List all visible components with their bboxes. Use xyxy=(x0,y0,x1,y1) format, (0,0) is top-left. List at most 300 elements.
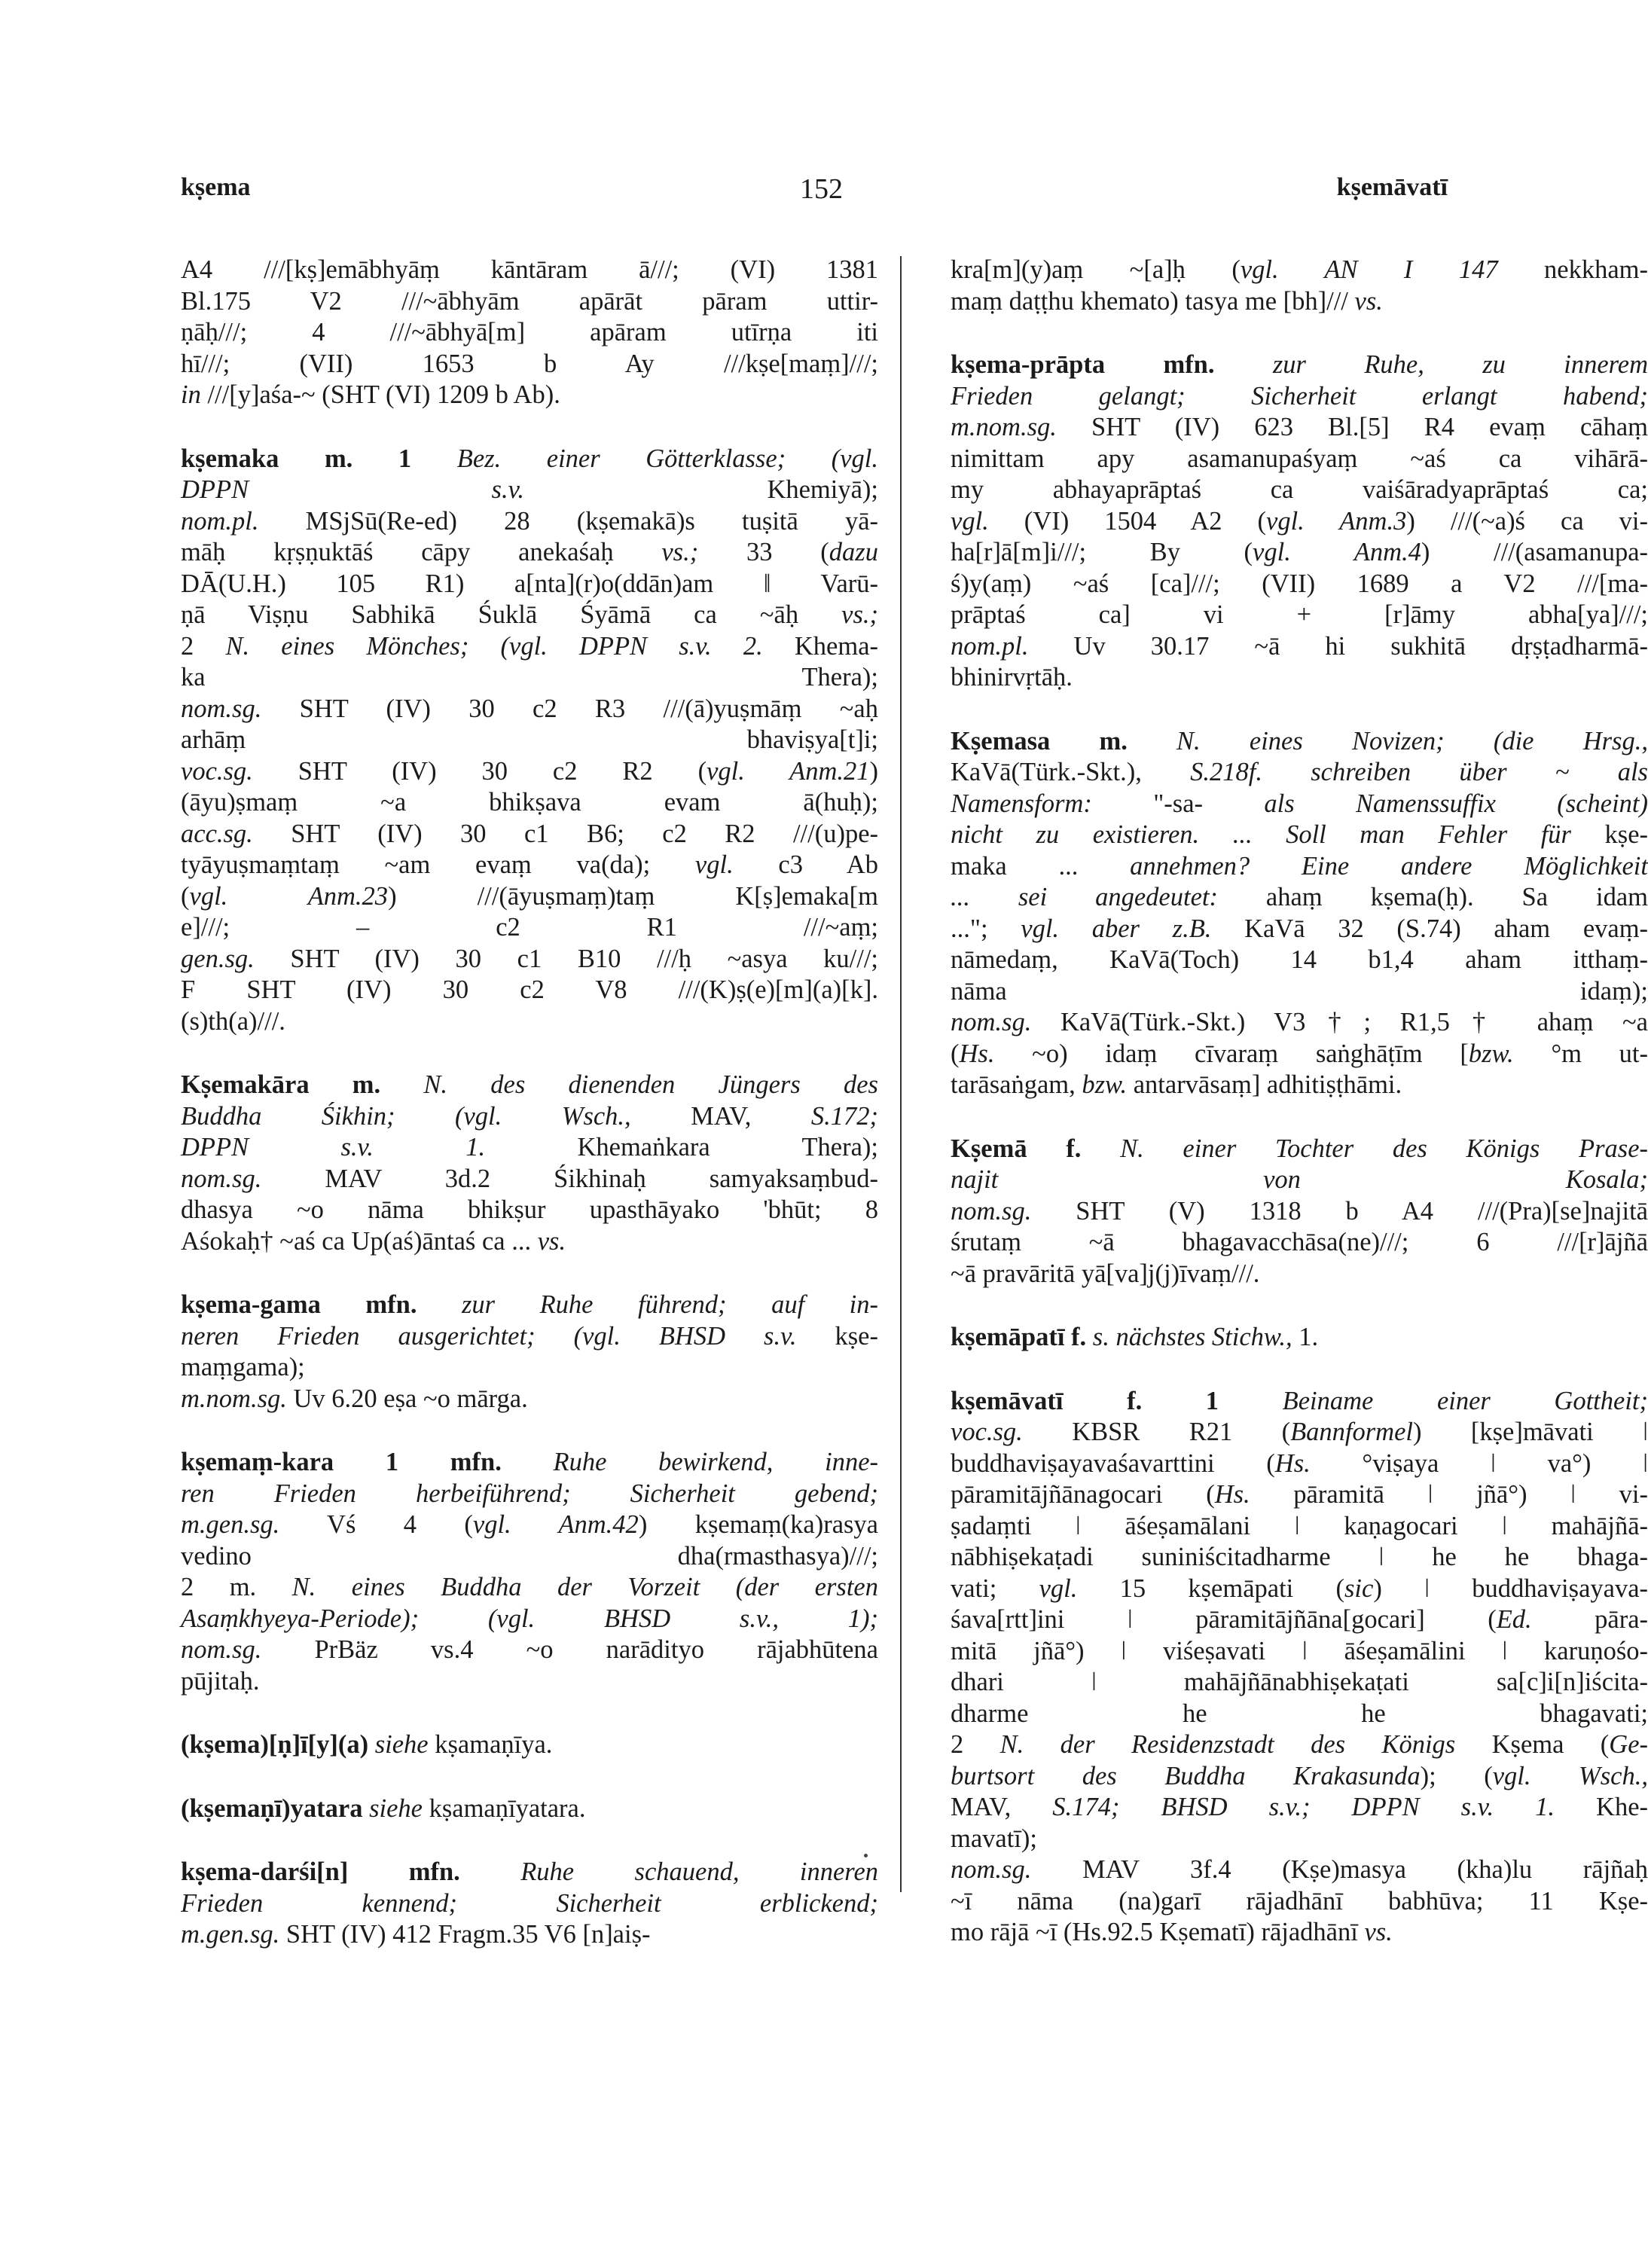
entry-line xyxy=(181,1793,878,1825)
dictionary-entry xyxy=(181,1857,878,1951)
entry-text: kra[m](y)aṃ ~[a]ḥ ( xyxy=(951,255,1241,284)
entry-text: ..."; xyxy=(951,914,1021,943)
entry-text: dharme he he bhagavati; xyxy=(951,1699,1648,1728)
italic-text: vgl. xyxy=(694,850,734,879)
italic-text: nom.pl. xyxy=(951,631,1029,661)
entry-text: 2 m. xyxy=(181,1573,292,1601)
entry-line xyxy=(951,1007,1648,1039)
italic-text: in xyxy=(181,380,201,409)
entry-text: F SHT (IV) 30 c2 V8 ///(K)ṣ(e)[m](a)[k]. xyxy=(181,975,878,1004)
italic-text: N. eines Mönches; (vgl. DPPN s.v. 2. xyxy=(225,631,763,661)
entry-line xyxy=(951,506,1648,538)
entry-line xyxy=(181,1509,878,1541)
entry-text: tarāsaṅgam, xyxy=(951,1070,1082,1099)
entry-line xyxy=(181,631,878,663)
entry-text: "-sa- xyxy=(1153,789,1265,818)
entry-line xyxy=(181,506,878,538)
italic-text: s. nächstes Stichw., xyxy=(1092,1323,1292,1351)
headword-text: kṣema-darśi[n] mfn. xyxy=(181,1857,521,1886)
headword-text: kṣemaṃ-kara 1 mfn. xyxy=(181,1448,554,1476)
entry-line xyxy=(951,537,1648,569)
italic-text: vgl. Anm.3 xyxy=(1266,506,1407,536)
entry-text: SHT (IV) 30 c1 B10 ///ḥ ~asya ku///; xyxy=(254,944,878,973)
entry-text: kṣamaṇīya. xyxy=(428,1730,553,1759)
italic-text: Hs. xyxy=(1214,1480,1250,1509)
entry-text: ~ā pravāritā yā[va]j(j)īvaṃ///. xyxy=(951,1259,1260,1288)
italic-text: N. des dienenden Jüngers des xyxy=(423,1070,878,1099)
italic-text: Asaṃkhyeya-Periode); (vgl. BHSD s.v., 1); xyxy=(181,1604,878,1633)
entry-text: (VI) 1504 A2 ( xyxy=(988,506,1267,536)
italic-text: N. einer Tochter des Königs Prase- xyxy=(1120,1134,1648,1163)
entry-line xyxy=(181,1352,878,1384)
entry-text: my abhayaprāptaś ca vaiśāradyaprāptaś ca; xyxy=(951,475,1648,504)
entry-line xyxy=(181,537,878,569)
entry-line xyxy=(951,444,1648,475)
italic-text: nom.pl. xyxy=(181,506,259,536)
entry-text: ///[y]aśa-~ (SHT (VI) 1209 b Ab). xyxy=(200,380,560,409)
italic-text: zur Ruhe führend; auf in- xyxy=(461,1290,878,1319)
entry-line xyxy=(181,349,878,380)
entry-text: dhari ǀ mahājñānabhiṣekaṭati sa[c]i[n]iścita- xyxy=(951,1668,1648,1696)
italic-text: als Namenssuffix (scheint) xyxy=(1264,789,1648,818)
italic-text: nom.sg. xyxy=(181,1635,262,1664)
italic-text: vgl. xyxy=(951,506,989,536)
headword-text: kṣemaka m. 1 xyxy=(181,444,457,473)
entry-line xyxy=(951,1792,1648,1824)
entry-text: (āyu)ṣmaṃ ~a bhikṣava evam ā(huḥ); xyxy=(181,788,878,817)
headword-text: kṣemāvatī f. 1 xyxy=(951,1386,1283,1415)
entry-line xyxy=(951,1322,1648,1354)
entry-line xyxy=(951,1761,1648,1793)
entry-line xyxy=(951,1259,1648,1290)
entry-line xyxy=(181,1729,878,1761)
italic-text: najit von Kosala; xyxy=(951,1165,1648,1194)
entry-line xyxy=(181,1101,878,1133)
entry-text: KaVā(Türk.-Skt.), xyxy=(951,758,1191,786)
italic-text: Bannformel xyxy=(1290,1418,1413,1446)
italic-text: vs.; xyxy=(841,600,878,629)
dictionary-entry xyxy=(951,255,1648,317)
italic-text: nicht zu existieren. ... Soll man Fehler für xyxy=(951,820,1571,849)
italic-text: N. eines Buddha der Vorzeit (der ersten xyxy=(291,1573,878,1601)
entry-line xyxy=(181,1857,878,1888)
entry-line xyxy=(951,820,1648,851)
headword-text: kṣema-prāpta mfn. xyxy=(951,350,1273,379)
entry-text: 15 kṣemāpati ( xyxy=(1077,1574,1344,1603)
entry-text: vedino dha(rmasthasya)///; xyxy=(181,1541,878,1571)
entry-line xyxy=(951,1165,1648,1196)
italic-text: Ed. xyxy=(1496,1605,1532,1634)
entry-line xyxy=(951,1511,1648,1543)
entry-text: KBSR R21 ( xyxy=(1022,1418,1291,1446)
italic-text: Beiname einer Gottheit; xyxy=(1282,1386,1648,1415)
italic-text: Bez. einer Götterklasse; (vgl. xyxy=(456,444,878,473)
entry-line xyxy=(951,1917,1648,1949)
italic-text: Buddha Śikhin; (vgl. Wsch., xyxy=(181,1101,631,1131)
entry-line xyxy=(951,600,1648,631)
italic-text: vgl. Anm.21 xyxy=(707,756,870,786)
entry-text: SHT (IV) 30 c2 R3 ///(ā)yuṣmāṃ ~aḥ xyxy=(261,694,878,723)
entry-text: Aśokaḥ† ~aś ca Up(aś)āntaś ca ... xyxy=(181,1226,538,1256)
entry-text: Khe- xyxy=(1555,1793,1648,1821)
entry-text: arhāṃ bhaviṣya[t]i; xyxy=(181,725,878,754)
entry-text: māḥ kṛṣṇuktāś cāpy anekaśaḥ xyxy=(181,538,662,566)
entry-line xyxy=(181,725,878,756)
dictionary-entry xyxy=(181,1793,878,1825)
entry-line xyxy=(951,1386,1648,1418)
entry-line xyxy=(181,380,878,411)
entry-text: SHT (IV) 30 c2 R2 ( xyxy=(252,756,707,786)
headword-text: (kṣema)[ṇ]ī[y](a) xyxy=(181,1730,375,1759)
entry-text: antarvāsaṃ] adhitiṣṭhāmi. xyxy=(1127,1070,1402,1099)
entry-text: °m ut- xyxy=(1513,1039,1648,1068)
entry-line xyxy=(181,286,878,318)
entry-line xyxy=(951,914,1648,945)
entry-line xyxy=(951,1729,1648,1761)
italic-text: voc.sg. xyxy=(181,756,253,786)
entry-line xyxy=(951,569,1648,600)
italic-text: Ruhe schauend, inneren xyxy=(520,1857,879,1886)
italic-text: acc.sg. xyxy=(181,819,253,848)
entry-line xyxy=(181,1447,878,1479)
entry-text: Bl.175 V2 ///~ābhyām apārāt pāram uttir- xyxy=(181,286,878,316)
italic-text: ... sei angedeutet: xyxy=(951,883,1218,911)
italic-text: N. der Residenzstadt des Königs xyxy=(999,1730,1456,1759)
entry-text: buddhaviṣayavaśavarttini ( xyxy=(951,1448,1275,1478)
italic-text: nom.sg. xyxy=(951,1008,1032,1036)
entry-line xyxy=(181,1604,878,1635)
entry-line xyxy=(951,1227,1648,1259)
entry-text: śava[rtt]ini ǀ pāramitājñāna[gocari] ( xyxy=(951,1605,1497,1634)
entry-text: SHT (V) 1318 b A4 ///(Pra)[se]najitā xyxy=(1031,1196,1648,1226)
italic-text: neren Frieden ausgerichtet; (vgl. BHSD s.v. xyxy=(181,1321,797,1351)
entry-line xyxy=(181,850,878,881)
entry-text: ha[r]ā[m]i///; By ( xyxy=(951,538,1253,566)
entry-text: ( xyxy=(951,1039,960,1068)
entry-line xyxy=(951,757,1648,789)
dictionary-entry xyxy=(951,1386,1648,1949)
entry-text: mo rājā ~ī (Hs.92.5 Kṣematī) rājadhānī xyxy=(951,1918,1365,1946)
entry-line xyxy=(951,1070,1648,1101)
italic-text: Frieden gelangt; Sicherheit erlangt habend; xyxy=(951,381,1648,411)
entry-text: °viṣaya ǀ va°) ǀ xyxy=(1310,1448,1648,1478)
entry-text: pūjitaḥ. xyxy=(181,1666,260,1696)
entry-text: kṣe- xyxy=(1571,820,1648,849)
entry-text: MAV 3d.2 Śikhinaḥ samyaksaṃbud- xyxy=(261,1164,878,1193)
italic-text: Hs. xyxy=(959,1039,995,1068)
entry-line xyxy=(951,1574,1648,1605)
entry-line xyxy=(951,945,1648,976)
entry-text: śrutaṃ ~ā bhagavacchāsa(ne)///; 6 ///[r]ājñā xyxy=(951,1228,1648,1256)
entry-line xyxy=(951,1448,1648,1480)
entry-text: SHT (IV) 30 c1 B6; c2 R2 ///(u)pe- xyxy=(252,819,878,848)
dictionary-entry xyxy=(951,350,1648,694)
page-number: 152 xyxy=(800,173,843,205)
entry-text: ( xyxy=(181,881,190,911)
entry-text: nābhiṣekaṭadi suniniścitadharme ǀ he he bhaga- xyxy=(951,1543,1648,1571)
entry-text: ś)y(aṃ) ~aś [ca]///; (VII) 1689 a V2 ///[ma- xyxy=(951,569,1648,598)
italic-text: vs. xyxy=(1364,1918,1393,1946)
entry-line xyxy=(951,1886,1648,1918)
entry-text: ) ///(asamanupa- xyxy=(1421,538,1648,566)
entry-text: PrBäz vs.4 ~o narādityo rājabhūtena xyxy=(261,1635,878,1664)
italic-text: vgl. aber z.B. xyxy=(1021,914,1212,943)
dictionary-entry xyxy=(181,1070,878,1257)
entry-line xyxy=(181,1635,878,1666)
entry-text: 2 xyxy=(951,1730,1000,1759)
entry-line xyxy=(181,881,878,913)
entry-text: 33 ( xyxy=(746,538,829,566)
entry-line xyxy=(951,286,1648,318)
entry-line xyxy=(951,726,1648,758)
entry-text: ~ī nāma (na)garī rājadhānī babhūva; 11 Kṣe- xyxy=(951,1886,1648,1915)
entry-line xyxy=(181,1384,878,1415)
italic-text: gen.sg. xyxy=(181,944,255,973)
entry-text: MAV, xyxy=(951,1793,1053,1821)
headword-text: Kṣemakāra m. xyxy=(181,1070,424,1099)
entry-text: pāramitājñānagocari ( xyxy=(951,1480,1215,1509)
italic-text: vs. xyxy=(1354,286,1383,316)
entry-text: MSjSū(Re-ed) 28 (kṣemakā)s tuṣitā yā- xyxy=(258,506,878,536)
entry-text: A4 ///[kṣ]emābhyāṃ kāntāram ā///; (VI) 1381 xyxy=(181,255,878,284)
entry-text: ṇā Viṣṇu Sabhikā Śuklā Śyāmā ca ~āḥ xyxy=(181,600,842,629)
running-head-right: kṣemāvatī xyxy=(1336,173,1448,201)
dictionary-entry xyxy=(181,1729,878,1761)
entry-line xyxy=(181,1006,878,1038)
entry-text: ) xyxy=(869,756,879,786)
headword-text: (kṣemaṇī)yatara xyxy=(181,1793,370,1823)
entry-text: Uv 6.20 eṣa ~o mārga. xyxy=(286,1384,528,1413)
entry-text: nimittam apy asamanupaśyaṃ ~aś ca vihārā- xyxy=(951,444,1648,473)
entry-line xyxy=(951,976,1648,1008)
italic-text: vs. xyxy=(537,1226,566,1256)
dictionary-entry xyxy=(181,1447,878,1697)
italic-text: m.gen.sg. xyxy=(181,1920,280,1949)
entry-line xyxy=(951,882,1648,914)
entry-text: (s)th(a)///. xyxy=(181,1006,285,1036)
entry-line xyxy=(181,1164,878,1195)
entry-text: nāmedaṃ, KaVā(Toch) 14 b1,4 aham itthaṃ- xyxy=(951,945,1648,974)
italic-text: N. eines Novizen; (die Hrsg., xyxy=(1176,726,1648,755)
entry-line xyxy=(181,317,878,349)
entry-line xyxy=(181,1195,878,1226)
entry-line xyxy=(181,444,878,475)
entry-line xyxy=(181,787,878,819)
italic-text: zur Ruhe, zu innerem xyxy=(1272,350,1648,379)
entry-line xyxy=(951,662,1648,694)
dictionary-entry xyxy=(951,726,1648,1101)
entry-text: pāra- xyxy=(1531,1605,1648,1634)
italic-text: vgl. Anm.4 xyxy=(1253,538,1421,566)
entry-text: ) ///(~a)ś ca vi- xyxy=(1406,506,1648,536)
italic-text: bzw. xyxy=(1468,1039,1514,1068)
entry-text: maṃ daṭṭhu khemato) tasya me [bh]/// xyxy=(951,286,1355,316)
entry-text: ṣadaṃti ǀ āśeṣamālani ǀ kaṇagocari ǀ mahājñā- xyxy=(951,1511,1648,1540)
entry-text: prāptaś ca] vi + [r]āmy abha[ya]///; xyxy=(951,600,1648,629)
entry-line xyxy=(951,1039,1648,1070)
italic-text: DPPN s.v. 1. xyxy=(181,1133,486,1161)
italic-text: siehe xyxy=(374,1730,429,1759)
entry-line xyxy=(181,662,878,694)
italic-text: bzw. xyxy=(1082,1070,1128,1099)
italic-text: S.174; BHSD s.v.; DPPN s.v. 1. xyxy=(1052,1793,1555,1821)
italic-text: Hs. xyxy=(1274,1448,1311,1478)
italic-text: DPPN s.v. xyxy=(181,475,524,504)
entry-text: ) kṣemaṃ(ka)rasya xyxy=(638,1510,878,1539)
entry-text: Khemiyā); xyxy=(523,475,878,504)
entry-line xyxy=(181,1541,878,1573)
entry-line xyxy=(181,569,878,600)
entry-line xyxy=(181,475,878,506)
entry-line xyxy=(951,350,1648,381)
headword-text: kṣemāpatī f. xyxy=(951,1323,1093,1351)
entry-text: tyāyuṣmaṃtaṃ ~am evaṃ va(da); xyxy=(181,850,695,879)
dictionary-entry xyxy=(951,1322,1648,1354)
stray-ink-dot xyxy=(864,1854,868,1857)
italic-text: Ruhe bewirkend, inne- xyxy=(553,1448,879,1476)
italic-text: nom.sg. xyxy=(951,1196,1032,1226)
entry-text: KaVā(Türk.-Skt.) V3†; R1,5† ahaṃ ~a xyxy=(1031,1008,1648,1036)
entry-text: c3 Ab xyxy=(733,850,878,879)
entry-text: ) ǀ buddhaviṣayava- xyxy=(1373,1574,1648,1603)
italic-text: sic xyxy=(1344,1574,1374,1603)
left-column xyxy=(181,255,878,1983)
entry-line xyxy=(181,255,878,286)
entry-text: DĀ(U.H.) 105 R1) a[nta](r)o(ddān)am ‖ Varū- xyxy=(181,569,878,598)
entry-line xyxy=(951,1479,1648,1511)
italic-text: vgl. Anm.42 xyxy=(472,1510,639,1539)
dictionary-entry xyxy=(951,1134,1648,1290)
entry-text: SHT (IV) 412 Fragm.35 V6 [n]aiṣ- xyxy=(279,1920,651,1949)
headword-text: kṣema-gama mfn. xyxy=(181,1290,462,1319)
entry-line xyxy=(181,1321,878,1353)
entry-text: ahaṃ kṣema(ḥ). Sa idam xyxy=(1217,883,1648,911)
entry-line xyxy=(951,1824,1648,1855)
entry-text: mitā jñā°) ǀ viśeṣavati ǀ āśeṣamālini ǀ karuṇośo- xyxy=(951,1636,1648,1665)
entry-line xyxy=(951,789,1648,820)
entry-text: Khemaṅkara Thera); xyxy=(485,1133,878,1161)
entry-line xyxy=(181,694,878,725)
entry-line xyxy=(181,912,878,944)
entry-text: ) ///(āyuṣmaṃ)taṃ K[ṣ]emaka[m xyxy=(388,881,878,911)
entry-line xyxy=(951,851,1648,883)
entry-line xyxy=(951,475,1648,506)
entry-line xyxy=(951,1636,1648,1668)
entry-text: MAV, xyxy=(630,1101,811,1131)
entry-text: nekkham- xyxy=(1497,255,1648,284)
italic-text: ren Frieden herbeiführend; Sicherheit gebend; xyxy=(181,1479,878,1508)
dictionary-entry xyxy=(181,444,878,1038)
entry-line xyxy=(181,1479,878,1510)
entry-line xyxy=(181,1226,878,1258)
italic-text: vs.; xyxy=(661,538,747,566)
entry-text: kṣe- xyxy=(796,1321,878,1351)
entry-text: nāma idaṃ); xyxy=(951,976,1648,1006)
italic-text: burtsort des Buddha Krakasunda xyxy=(951,1761,1421,1790)
entry-text: ka Thera); xyxy=(181,663,878,691)
entry-line xyxy=(181,1888,878,1920)
italic-text: vgl. xyxy=(1039,1574,1078,1603)
entry-text: e]///; – c2 R1 ///~aṃ; xyxy=(181,913,878,942)
italic-text: S.218f. schreiben über ~ als xyxy=(1190,758,1648,786)
entry-line xyxy=(951,412,1648,444)
entry-text: bhinirvṛtāḥ. xyxy=(951,663,1073,691)
italic-text: Frieden kennend; Sicherheit erblickend; xyxy=(181,1888,878,1918)
entry-line xyxy=(181,600,878,631)
entry-text: ) [kṣe]māvati ǀ xyxy=(1413,1418,1648,1446)
entry-text: maṃgama); xyxy=(181,1353,305,1381)
headword-text: Kṣemasa m. xyxy=(951,726,1177,755)
entry-line xyxy=(181,944,878,975)
entry-line xyxy=(181,1919,878,1951)
entry-text: SHT (IV) 623 Bl.[5] R4 evaṃ cāhaṃ xyxy=(1056,413,1648,441)
italic-text: siehe xyxy=(369,1793,423,1823)
italic-text: nom.sg. xyxy=(181,694,262,723)
entry-text: vati; xyxy=(951,1574,1039,1603)
entry-text: mavatī); xyxy=(951,1824,1037,1853)
entry-line xyxy=(951,1604,1648,1636)
entry-line xyxy=(951,1542,1648,1574)
entry-line xyxy=(181,1070,878,1101)
italic-text: vgl. Wsch., xyxy=(1492,1761,1648,1790)
entry-text: Khema- xyxy=(762,631,878,661)
right-column xyxy=(951,255,1648,1981)
italic-text: m.nom.sg. xyxy=(951,413,1057,441)
entry-text: Vś 4 ( xyxy=(279,1510,473,1539)
italic-text: vgl. AN I 147 xyxy=(1240,255,1498,284)
entry-line xyxy=(951,381,1648,413)
entry-line xyxy=(951,1854,1648,1886)
entry-text: 2 xyxy=(181,631,226,661)
italic-text: nom.sg. xyxy=(181,1164,262,1193)
italic-text: Ge- xyxy=(1609,1730,1648,1759)
entry-text: dhasya ~o nāma bhikṣur upasthāyako 'bhūt; 8 xyxy=(181,1195,878,1224)
dictionary-entry xyxy=(181,1290,878,1415)
entry-text: ṇāḥ///; 4 ///~ābhyā[m] apāram utīrṇa iti xyxy=(181,318,878,346)
italic-text: S.172; xyxy=(810,1101,878,1131)
entry-text: Uv 30.17 ~ā hi sukhitā dṛṣṭadharmā- xyxy=(1028,631,1648,661)
entry-line xyxy=(951,1417,1648,1448)
column-divider-rule xyxy=(900,256,902,1892)
entry-text: KaVā 32 (S.74) aham evaṃ- xyxy=(1211,914,1648,943)
running-head-left: kṣema xyxy=(181,173,251,201)
italic-text: Namensform: xyxy=(951,789,1154,818)
italic-text: m.gen.sg. xyxy=(181,1510,280,1539)
entry-text: Kṣema ( xyxy=(1455,1730,1610,1759)
entry-text: kṣamaṇīyatara. xyxy=(422,1793,586,1823)
entry-line xyxy=(951,255,1648,286)
entry-line xyxy=(181,1666,878,1698)
entry-line xyxy=(181,1572,878,1604)
entry-line xyxy=(181,1290,878,1321)
entry-line xyxy=(951,1196,1648,1228)
entry-text: maka ... xyxy=(951,851,1131,881)
entry-text: hī///; (VII) 1653 b Ay ///kṣe[maṃ]///; xyxy=(181,349,878,378)
entry-text: 1. xyxy=(1292,1323,1319,1351)
italic-text: m.nom.sg. xyxy=(181,1384,287,1413)
italic-text: annehmen? Eine andere Möglichkeit xyxy=(1130,851,1648,881)
entry-text: pāramitā ǀ jñā°) ǀ vi- xyxy=(1250,1480,1648,1509)
italic-text: vgl. Anm.23 xyxy=(189,881,389,911)
entry-text: ); ( xyxy=(1420,1761,1493,1790)
entry-text: MAV 3f.4 (Kṣe)masya (kha)lu rājñaḥ xyxy=(1031,1855,1648,1884)
italic-text: nom.sg. xyxy=(951,1855,1032,1884)
entry-line xyxy=(951,1667,1648,1699)
italic-text: voc.sg. xyxy=(951,1418,1023,1446)
entry-line xyxy=(181,756,878,788)
entry-line xyxy=(951,1699,1648,1730)
entry-line xyxy=(951,1134,1648,1165)
